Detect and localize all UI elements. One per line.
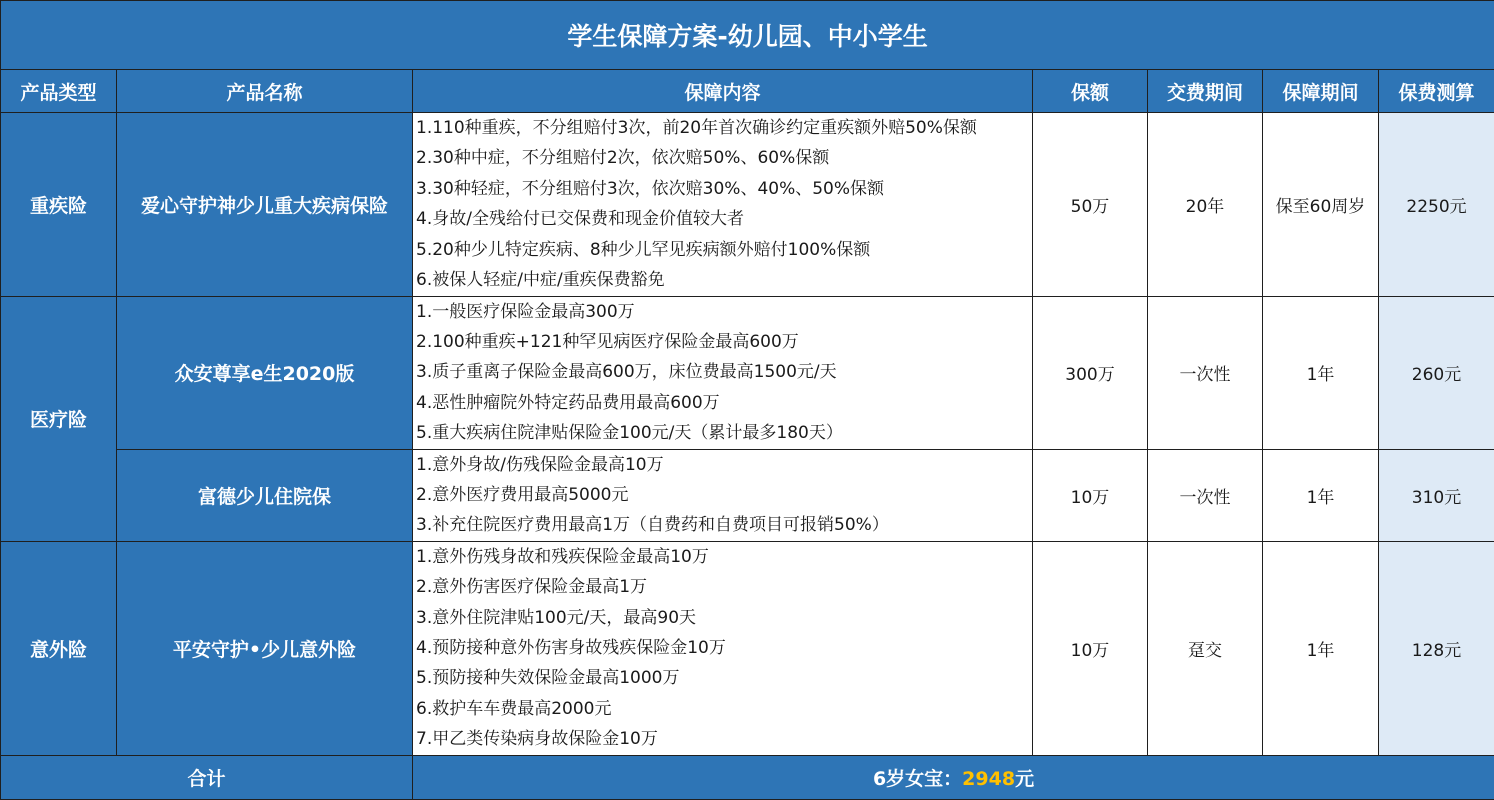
total-row: [1, 755, 1494, 799]
coverage-line: 2.意外医疗费用最高5000元: [416, 484, 629, 505]
coverage-period-cell: 1年: [1263, 296, 1379, 449]
coverage-period-cell: 保至60周岁: [1263, 113, 1379, 296]
pay-period-cell: 一次性: [1148, 449, 1263, 541]
header-amount: 保额: [1033, 70, 1148, 113]
coverage-content-cell: [413, 541, 1033, 755]
amount-cell: 10万: [1033, 449, 1148, 541]
premium-cell: 2250元: [1379, 113, 1494, 296]
coverage-line: 1.一般医疗保险金最高300万: [416, 301, 635, 322]
coverage-content-cell: [413, 296, 1033, 449]
header-row: [1, 70, 1494, 113]
coverage-line: 3.意外住院津贴100元/天，最高90天: [416, 607, 697, 628]
product-name-cell: 平安守护•少儿意外险: [117, 541, 413, 755]
total-label: 合计: [1, 755, 413, 799]
coverage-line: 5.预防接种失效保险金最高1000万: [416, 668, 680, 689]
table-row: [1, 113, 1494, 296]
header-pay-period: 交费期间: [1148, 70, 1263, 113]
coverage-line: 1.意外伤残身故和残疾保险金最高10万: [416, 546, 709, 567]
product-name-cell: 众安尊享e生2020版: [117, 296, 413, 449]
coverage-line: 3.30种轻症，不分组赔付3次，依次赔30%、40%、50%保额: [416, 178, 885, 199]
coverage-line: 3.补充住院医疗费用最高1万（自费药和自费项目可报销50%）: [416, 515, 889, 536]
coverage-content-cell: [413, 113, 1033, 296]
premium-cell: 260元: [1379, 296, 1494, 449]
title-row: [1, 1, 1494, 70]
coverage-line: 4.预防接种意外伤害身故残疾保险金10万: [416, 637, 726, 658]
header-product-name: 产品名称: [117, 70, 413, 113]
coverage-period-cell: 1年: [1263, 449, 1379, 541]
pay-period-cell: 20年: [1148, 113, 1263, 296]
coverage-line: 5.20种少儿特定疾病、8种少儿罕见疾病额外赔付100%保额: [416, 239, 871, 260]
product-name-cell: 爱心守护神少儿重大疾病保险: [117, 113, 413, 296]
table-row: [1, 449, 1494, 541]
amount-cell: 300万: [1033, 296, 1148, 449]
coverage-line: 7.甲乙类传染病身故保险金10万: [416, 729, 658, 750]
coverage-line: 2.100种重疾+121种罕见病医疗保险金最高600万: [416, 331, 799, 352]
product-name-cell: 富德少儿住院保: [117, 449, 413, 541]
coverage-line: 1.110种重疾，不分组赔付3次，前20年首次确诊约定重疾额外赔50%保额: [416, 118, 977, 139]
header-coverage-period: 保障期间: [1263, 70, 1379, 113]
coverage-line: 1.意外身故/伤残保险金最高10万: [416, 454, 664, 475]
premium-cell: 310元: [1379, 449, 1494, 541]
coverage-line: 2.意外伤害医疗保险金最高1万: [416, 577, 648, 598]
coverage-line: 2.30种中症，不分组赔付2次，依次赔50%、60%保额: [416, 148, 830, 169]
table-title: 学生保障方案-幼儿园、中小学生: [1, 1, 1494, 70]
amount-cell: 10万: [1033, 541, 1148, 755]
coverage-line: 4.恶性肿瘤院外特定药品费用最高600万: [416, 392, 720, 413]
product-type-cell: 意外险: [1, 541, 117, 755]
total-value-cell: [413, 755, 1494, 799]
header-premium: 保费测算: [1379, 70, 1494, 113]
coverage-period-cell: 1年: [1263, 541, 1379, 755]
coverage-line: 3.质子重离子保险金最高600万，床位费最高1500元/天: [416, 362, 837, 383]
table-row: [1, 296, 1494, 449]
total-prefix: 6岁女宝：: [872, 767, 963, 790]
coverage-line: 4.身故/全残给付已交保费和现金价值较大者: [416, 209, 744, 230]
coverage-line: 6.被保人轻症/中症/重疾保费豁免: [416, 270, 665, 290]
coverage-line: 5.重大疾病住院津贴保险金100元/天（累计最多180天）: [416, 423, 843, 444]
header-product-type: 产品类型: [1, 70, 117, 113]
premium-cell: 128元: [1379, 541, 1494, 755]
product-type-cell: 重疾险: [1, 113, 117, 296]
total-amount: 2948: [962, 767, 1016, 790]
coverage-line: 6.救护车车费最高2000元: [416, 698, 612, 719]
pay-period-cell: 一次性: [1148, 296, 1263, 449]
product-type-cell: 医疗险: [1, 296, 117, 541]
amount-cell: 50万: [1033, 113, 1148, 296]
pay-period-cell: 趸交: [1148, 541, 1263, 755]
header-coverage-content: 保障内容: [413, 70, 1033, 113]
coverage-content-cell: [413, 449, 1033, 541]
total-suffix: 元: [1015, 767, 1035, 790]
table-row: [1, 541, 1494, 755]
